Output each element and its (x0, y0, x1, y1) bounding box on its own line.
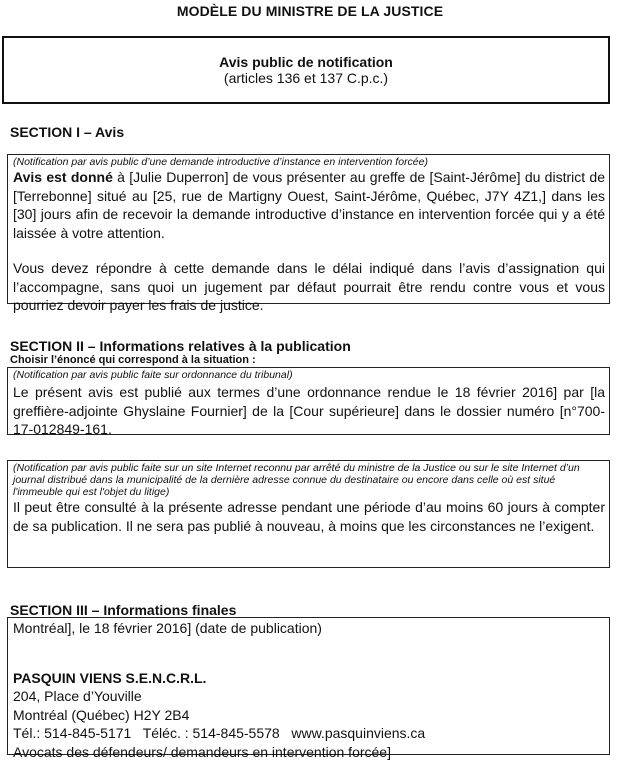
option2-text: Il peut être consulté à la présente adresse pendant une période d’au moins 60 jours à compter de sa publication. Il ne sera pas publié à nouveau, à moins que les circonstances ne l’exigent. (13, 498, 605, 535)
section1-heading: SECTION I – Avis (10, 124, 124, 140)
firm-role: Avocats des défendeurs/ demandeurs en intervention forcée] (13, 743, 605, 761)
publication-option-website (7, 460, 610, 568)
section3-heading: SECTION III – Informations finales (10, 602, 236, 618)
option1-text: Le présent avis est publié aux termes d’une ordonnance rendue le 18 février 2016] par [la greffière-adjointe Ghyslaine Fournier] de la [Cour supérieure] dans le dossier numéro [n°700-17-012849-161. (13, 383, 605, 439)
section1-lead: Avis est donné (13, 169, 113, 185)
publication-option-court-order (7, 367, 610, 435)
firm-name: PASQUIN VIENS S.E.N.C.R.L. (13, 669, 605, 688)
section1-paragraph2: Vous devez répondre à cette demande dans le délai indiqué dans l’avis d’assignation qui l’accompagne, sans quoi un jugement par défaut pourrait être rendu contre vous et vous pourriez devoir payer les frais de justice. (13, 259, 605, 315)
section3-box (7, 617, 610, 755)
notice-title-box (2, 36, 610, 104)
publication-date-line: Montréal], le 18 février 2016] (date de publication) (13, 619, 605, 638)
section1-para1-text: à [Julie Duperron] de vous présenter au greffe de [Saint-Jérôme] du district de [Terrebonne] situé au [25, rue de Martigny Ouest, Saint-Jérôme, Québec, J7Y 4Z1,] dans les [30] jours afin de recevoir la demande introductive d’instance en intervention forcée qui y a été laissée à votre attention. (13, 169, 605, 241)
section1-paragraph1 (13, 168, 605, 242)
firm-address-line1: 204, Place d’Youville (13, 687, 605, 706)
section1-note: (Notification par avis public d’une demande introductive d’instance en intervention forcée) (13, 156, 605, 168)
option2-note: (Notification par avis public faite sur un site Internet reconnu par arrêté du ministre de la Justice ou sur le site Internet d’un journal distribué dans la municipalité de la dernière adresse connue du destinataire ou encore dans celle où est situé l'immeuble qui est l'objet du litige) (13, 462, 605, 498)
section2-heading: SECTION II – Informations relatives à la publication (10, 338, 351, 354)
document-title: MODÈLE DU MINISTRE DE LA JUSTICE (0, 3, 620, 19)
section2-instruction: Choisir l’énoncé qui correspond à la situation : (10, 354, 256, 366)
section1-box (7, 154, 610, 304)
notice-title: Avis public de notification (4, 54, 608, 70)
notice-subtitle: (articles 136 et 137 C.p.c.) (4, 70, 608, 86)
firm-address-line2: Montréal (Québec) H2Y 2B4 (13, 706, 605, 725)
option1-note: (Notification par avis public faite sur ordonnance du tribunal) (13, 369, 605, 381)
firm-contact: Tél.: 514-845-5171 Téléc. : 514-845-5578 www.pasquinviens.ca (13, 724, 605, 743)
